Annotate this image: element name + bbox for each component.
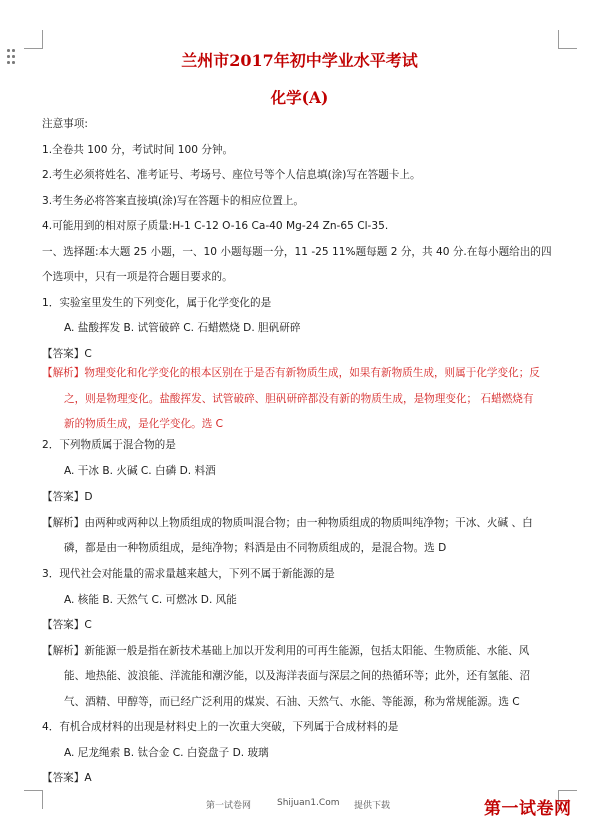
notice-item: 4.可能用到的相对原子质量:H-1 C-12 O-16 Ca-40 Mg-24 Zn-65 Cl-35. [42, 220, 389, 232]
answer-line: 【答案】A [42, 772, 92, 784]
question-options: A. 核能 B. 天然气 C. 可燃冰 D. 风能 [64, 594, 237, 606]
question-text: 3．现代社会对能量的需求量越来越大，下列不属于新能源的是 [42, 568, 335, 580]
footer-site-name: 第一试卷网 [206, 801, 252, 811]
page-corner-mark [24, 30, 43, 49]
section-heading: 一、选择题:本大题 25 小题，一、10 小题每题一分，11 -25 11%题每题 2 分，共 40 分.在每小题给出的四 [42, 246, 552, 258]
analysis-text: 磷，都是由一种物质组成，是纯净物；料酒是由不同物质组成的，是混合物。选 D [64, 542, 447, 554]
question-options: A. 干冰 B. 火碱 C. 白磷 D. 料酒 [64, 465, 216, 477]
question-text: 4．有机合成材料的出现是材料史上的一次重大突破，下列属于合成材料的是 [42, 721, 399, 733]
notice-item: 1.全卷共 100 分，考试时间 100 分钟。 [42, 144, 234, 156]
document-subtitle: 化学(A) [270, 88, 329, 107]
notice-item: 2.考生必须将姓名、准考证号、考场号、座位号等个人信息填(涂)写在答题卡上。 [42, 169, 421, 181]
answer-line: 【答案】D [42, 491, 93, 503]
page-corner-mark [24, 790, 43, 809]
analysis-text: 【解析】物理变化和化学变化的根本区别在于是否有新物质生成，如果有新物质生成，则属于化学变化；反 [42, 367, 540, 379]
analysis-text: 【解析】由两种或两种以上物质组成的物质叫混合物；由一种物质组成的物质叫纯净物；干冰、火碱 、白 [42, 517, 533, 529]
notice-heading: 注意事项: [42, 118, 88, 130]
analysis-text: 【解析】新能源一般是指在新技术基础上加以开发利用的可再生能源，包括太阳能、生物质能、水能、风 [42, 645, 530, 657]
analysis-text: 之，则是物理变化。盐酸挥发、试管破碎、胆矾研碎都没有新的物质生成，是物理变化； 石蜡燃烧有 [64, 393, 534, 405]
page-corner-mark [558, 30, 577, 49]
footer-tagline: 提供下载 [354, 801, 391, 811]
question-options: A. 尼龙绳索 B. 钛合金 C. 白瓷盘子 D. 玻璃 [64, 747, 269, 759]
answer-line: 【答案】C [42, 619, 92, 631]
notice-item: 3.考生务必将答案直接填(涂)写在答题卡的相应位置上。 [42, 195, 305, 207]
brand-watermark: 第一试卷网 [484, 799, 572, 819]
question-text: 1．实验室里发生的下列变化，属于化学变化的是 [42, 297, 272, 309]
question-text: 2．下列物质属于混合物的是 [42, 439, 176, 451]
analysis-text: 气、酒精、甲醇等，而已经广泛利用的煤炭、石油、天然气、水能、等能源，称为常规能源。选 C [64, 696, 520, 708]
footer-site-url[interactable]: Shijuan1.Com [277, 798, 340, 808]
answer-line: 【答案】C [42, 348, 92, 360]
analysis-text: 新的物质生成，是化学变化。选 C [64, 418, 224, 430]
document-title: 兰州市2017年初中学业水平考试 [181, 51, 418, 70]
question-options: A. 盐酸挥发 B. 试管破碎 C. 石蜡燃烧 D. 胆矾研碎 [64, 322, 301, 334]
analysis-text: 能、地热能、波浪能、洋流能和潮汐能，以及海洋表面与深层之间的热循环等；此外，还有氢能、沼 [64, 670, 531, 682]
section-heading: 个选项中，只有一项是符合题目要求的。 [42, 271, 233, 283]
